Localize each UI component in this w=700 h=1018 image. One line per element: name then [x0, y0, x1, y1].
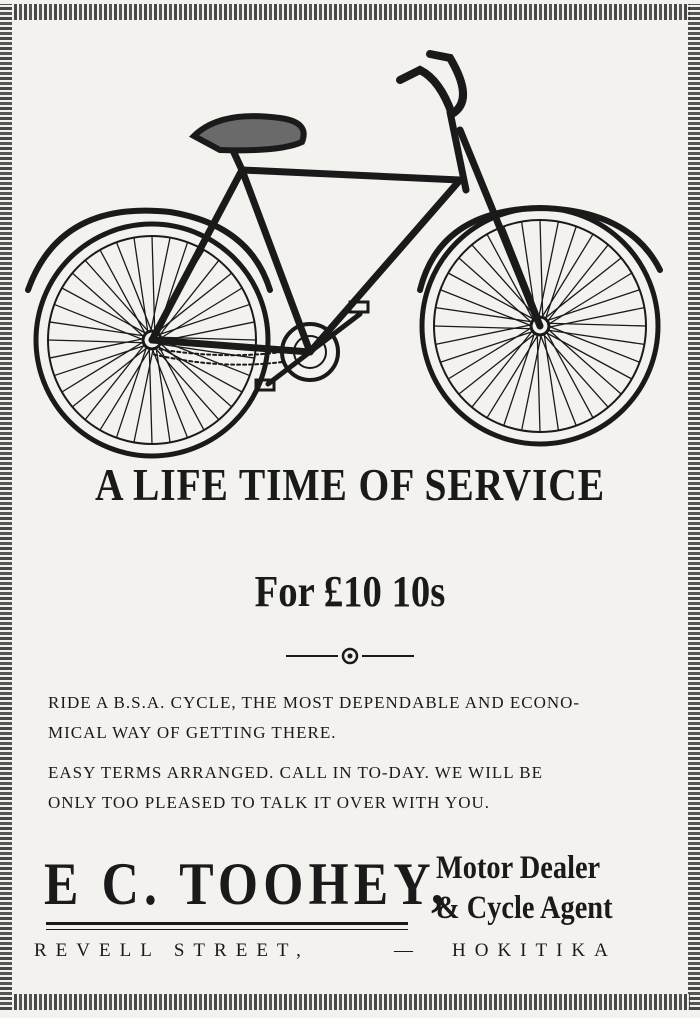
paragraph-2-line-1: EASY TERMS ARRANGED. CALL IN TO-DAY. WE WILL BE: [48, 763, 544, 782]
spoke: [544, 333, 558, 430]
ornamental-border-top: [14, 4, 690, 20]
spoke: [543, 334, 608, 408]
address-street: REVELL STREET,: [34, 940, 310, 961]
ornamental-border-left: [0, 4, 12, 1010]
spoke: [472, 245, 537, 319]
spoke: [155, 348, 219, 420]
price-line: For £10 10s: [254, 567, 446, 616]
spoke: [436, 308, 533, 322]
ornamental-border-right: [688, 4, 700, 1010]
spoke: [541, 234, 593, 318]
spoke: [540, 334, 576, 426]
paragraph-1-line-2: MICAL WAY OF GETTING THERE.: [48, 723, 337, 742]
spoke: [547, 330, 644, 344]
spoke: [158, 345, 204, 430]
dealer-role-line-2: & Cycle Agent: [436, 890, 613, 926]
spoke: [134, 238, 148, 333]
handlebar: [400, 54, 463, 114]
saddle: [194, 116, 304, 150]
address-town: HOKITIKA: [452, 940, 617, 961]
spoke: [548, 329, 622, 394]
paragraph-2-line-2: ONLY TOO PLEASED TO TALK IT OVER WITH YOU.: [48, 793, 491, 812]
spoke: [50, 322, 145, 336]
spoke: [548, 273, 632, 325]
spoke: [548, 326, 640, 362]
spoke: [54, 304, 144, 340]
bicycle-illustration: [20, 40, 680, 460]
spoke: [152, 348, 188, 438]
ornament-divider: [286, 645, 414, 667]
spoke: [100, 348, 151, 430]
spoke: [62, 288, 147, 334]
paragraph-ride-bsa: [48, 688, 668, 748]
spoke: [546, 331, 593, 418]
dealer-underline: [46, 922, 408, 925]
spoke: [440, 290, 532, 326]
spoke: [116, 242, 152, 332]
ornamental-border-bottom: [14, 994, 690, 1010]
spoke: [100, 250, 146, 335]
dealer-underline-thin: [46, 929, 408, 930]
spoke: [72, 273, 144, 337]
rear-wheel: [28, 211, 270, 456]
dealer-name: E C. TOOHEY,: [44, 851, 450, 917]
headline: A LIFE TIME OF SERVICE: [95, 459, 605, 510]
paragraph-1-line-1: RIDE A B.S.A. CYCLE, THE MOST DEPENDABLE AND ECONO-: [48, 693, 581, 712]
address-separator: —: [394, 940, 413, 961]
spoke: [459, 258, 533, 323]
spoke: [156, 347, 170, 442]
dealer-role-line-1: Motor Dealer: [436, 850, 601, 886]
spoke: [448, 327, 532, 379]
spoke: [85, 260, 149, 332]
dealer-role: [436, 848, 625, 928]
spoke: [545, 332, 632, 379]
spoke: [62, 341, 144, 392]
paragraph-easy-terms: [48, 758, 668, 818]
spoke: [157, 346, 242, 392]
spoke: [487, 334, 539, 418]
spoke: [160, 343, 232, 407]
